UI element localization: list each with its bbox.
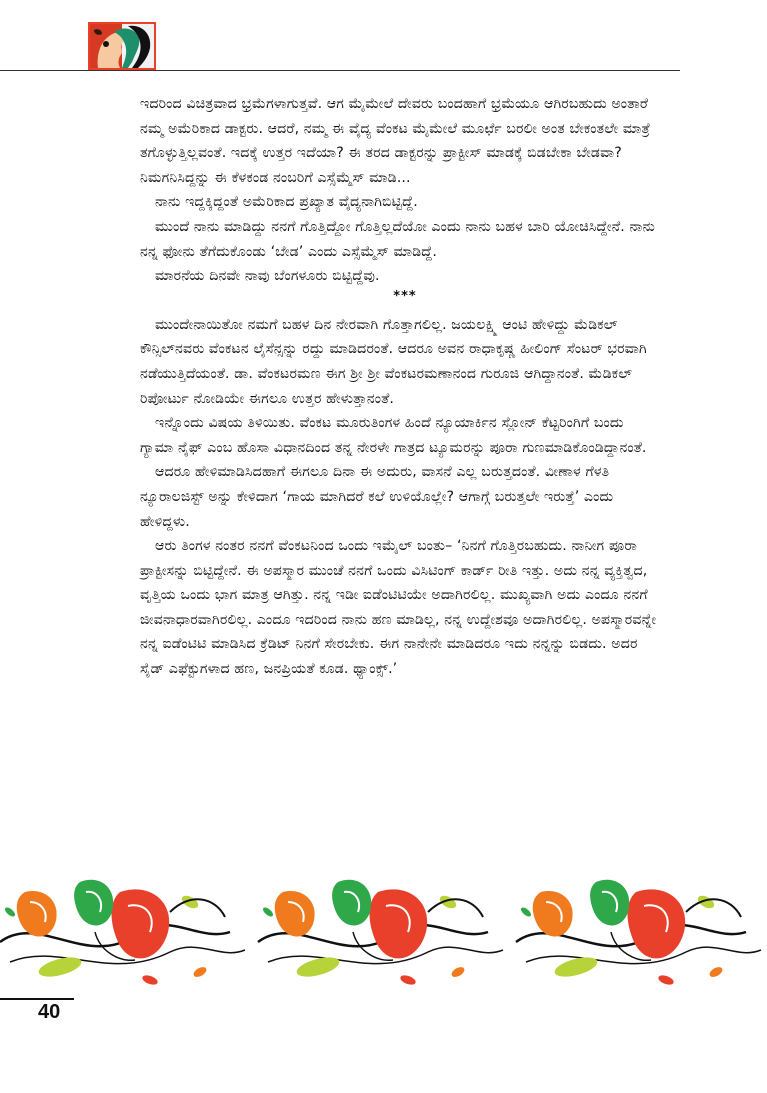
paragraph: ಆದರೂ ಹೇಳಿಮಾಡಿಸಿದಹಾಗೆ ಈಗಲೂ ದಿನಾ ಈ ಅದುರು, ವಾಸನೆ ಎಲ್ಲ ಬರುತ್ತದಂತೆ. ವೀಣಾಳ ಗೆಳತಿ ನ್ಯೂರಾಲಜಿಸ್ಟ್ ಅನ್ನು ಕೇಳಿದಾಗ ‘ಗಾಯ ಮಾಗಿದರೆ ಕಲೆ ಉಳಿಯೊಲ್ಲೇ? ಆಗಾಗ್ಗೆ ಬರುತ್ತಲೇ ಇರುತ್ತೆ’ ಎಂದು ಹೇಳಿದ್ದಳು. xyxy=(140,464,614,530)
paragraph: ಆರು ತಿಂಗಳ ನಂತರ ನನಗೆ ವೆಂಕಟನಿಂದ ಒಂದು ಇಮೈಲ್ ಬಂತು– ‘ನಿನಗೆ ಗೊತ್ತಿರಬಹುದು. ನಾನೀಗ ಪೂರಾ ಪ್ರಾಕ್ಟೀಸನ್ನು ಬಿಟ್ಟಿದ್ದೇನೆ. ಈ ಅಪಸ್ಮಾರ ಮುಂಚೆ ನನಗೆ ಒಂದು ವಿಸಿಟಿಂಗ್ ಕಾರ್ಡ್ ರೀತಿ ಇತ್ತು. ಅದು ನನ್ನ ವ್ಯಕ್ತಿತ್ವದ, ವೃತ್ತಿಯ ಒಂದು ಭಾಗ ಮಾತ್ರ ಆಗಿತ್ತು. ನನ್ನ ಇಡೀ ಐಡೆಂಟಿಟಿಯೇ ಅದಾಗಿರಲಿಲ್ಲ. ಮುಖ್ಯವಾಗಿ ಅದು ಎಂದೂ ನನಗೆ ಜೀವನಾಧಾರವಾಗಿರಲಿಲ್ಲ. ಎಂದೂ ಇದರಿಂದ ನಾನು ಹಣ ಮಾಡಿಲ್ಲ, ನನ್ನ ಉದ್ದೇಶವೂ ಅದಾಗಿರಲಿಲ್ಲ. ಅಪಸ್ಮಾರವನ್ನೇ ನನ್ನ ಐಡೆಂಟಿಟಿ ಮಾಡಿಸಿದ ಕ್ರೆಡಿಟ್ ನಿನಗೆ ಸೇರಬೇಕು. ಈಗ ನಾನೇನೇ ಮಾಡಿದರೂ ಇದು ನನ್ನನ್ನು ಬಿಡದು. ಅದರ ಸೈಡ್ ಎಫೆಕ್ಟುಗಳಾದ ಹಣ, ಜನಪ್ರಿಯತೆ ಕೂಡ. ಥ್ಯಾಂಕ್ಸ್.’ xyxy=(140,538,657,678)
face-profile-icon xyxy=(88,22,156,70)
floral-border xyxy=(0,872,767,998)
paragraph: ಮುಂದೆ ನಾನು ಮಾಡಿದ್ದು ನನಗೆ ಗೊತ್ತಿದ್ದೋ ಗೊತ್ತಿಲ್ಲದೆಯೋ ಎಂದು ನಾನು ಬಹಳ ಬಾರಿ ಯೋಚಿಸಿದ್ದೇನೆ. ನಾನು ನನ್ನ ಫೋನು ತೆಗೆದುಕೊಂಡು ‘ಬೇಡ’ ಎಂದು ಎಸ್ಸೆಮ್ಮೆಸ್ ಮಾಡಿದ್ದೆ. xyxy=(140,218,655,260)
footer-rule xyxy=(0,998,74,1000)
paragraph: ಮುಂದೇನಾಯಿತೋ ನಮಗೆ ಬಹಳ ದಿನ ನೇರವಾಗಿ ಗೊತ್ತಾಗಲಿಲ್ಲ. ಜಯಲಕ್ಷ್ಮಿ ಆಂಟಿ ಹೇಳಿದ್ದು ಮೆಡಿಕಲ್ ಕೌನ್ಸಿಲ್‌ನವರು ವೆಂಕಟನ ಲೈಸೆನ್ಸನ್ನು ರದ್ದು ಮಾಡಿದರಂತೆ. ಆದರೂ ಅವನ ರಾಧಾಕೃಷ್ಣ ಹೀಲಿಂಗ್ ಸೆಂಟರ್ ಭರವಾಗಿ ನಡೆಯುತ್ತಿದೆಯಂತೆ. ಡಾ. ವೆಂಕಟರಮಣ ಈಗ ಶ್ರೀ ಶ್ರೀ ವೆಂಕಟರಮಣಾನಂದ ಗುರೂಜಿ ಆಗಿದ್ದಾನಂತೆ. ಮೆಡಿಕಲ್ ರಿಪೋರ್ಟು ನೋಡಿಯೇ ಈಗಲೂ ಉತ್ತರ ಹೇಳುತ್ತಾನಂತೆ. xyxy=(140,316,647,407)
paragraph: ಮಾರನೆಯ ದಿನವೇ ನಾವು ಬೆಂಗಳೂರು ಬಿಟ್ಟಿದ್ದೆವು. xyxy=(155,268,380,285)
section-separator: *** xyxy=(393,288,417,304)
article-body xyxy=(140,92,660,682)
paragraph: ಇದರಿಂದ ವಿಚಿತ್ರವಾದ ಭ್ರಮೆಗಳಾಗುತ್ತವೆ. ಆಗ ಮೈಮೇಲೆ ದೇವರು ಬಂದಹಾಗೆ ಭ್ರಮೆಯೂ ಆಗಿರಬಹುದು ಅಂತಾರೆ ನಮ್ಮ ಅಮೆರಿಕಾದ ಡಾಕ್ಟರು. ಆದರೆ, ನಮ್ಮ ಈ ವೈದ್ಯ ವೆಂಕಟ ಮೈಮೇಲೆ ಮೂರ್ಛೆ ಬರಲೀ ಅಂತ ಬೇಕಂತಲೇ ಮಾತ್ರೆ ತಗೊಳ್ಳುತ್ತಿಲ್ಲವಂತೆ. ಇದಕ್ಕೆ ಉತ್ತರ ಇದೆಯಾ? ಈ ತರದ ಡಾಕ್ಟರನ್ನು ಪ್ರಾಕ್ಟೀಸ್ ಮಾಡಕ್ಕೆ ಬಿಡಬೇಕಾ ಬೇಡವಾ? ನಿಮಗನಿಸಿದ್ದನ್ನು ಈ ಕೆಳಕಂಡ ನಂಬರಿಗೆ ಎಸ್ಸೆಮ್ಮೆಸ್ ಮಾಡಿ... xyxy=(140,96,651,186)
header-logo xyxy=(88,22,156,70)
paragraph: ಇನ್ನೊಂದು ವಿಷಯ ತಿಳಿಯಿತು. ವೆಂಕಟ ಮೂರುತಿಂಗಳ ಹಿಂದೆ ನ್ಯೂಯಾರ್ಕಿನ ಸ್ಲೋನ್ ಕೆಟ್ಟರಿಂಗಿಗೆ ಬಂದು ಗ್ಯಾಮಾ ನೈಫ್ ಎಂಬ ಹೊಸಾ ವಿಧಾನದಿಂದ ತನ್ನ ನೇರಳೇ ಗಾತ್ರದ ಟ್ಯೂಮರನ್ನು ಪೂರಾ ಗುಣಮಾಡಿಕೊಂಡಿದ್ದಾನಂತೆ. xyxy=(140,415,647,456)
header-rule xyxy=(0,70,680,71)
page-number: 40 xyxy=(38,1001,61,1023)
paragraph: ನಾನು ಇದ್ದಕ್ಕಿದ್ದಂತೆ ಅಮೆರಿಕಾದ ಪ್ರಖ್ಯಾತ ವೈದ್ಯನಾಗಿಬಿಟ್ಟಿದ್ದೆ. xyxy=(155,194,418,211)
floral-border-icon xyxy=(0,872,767,998)
